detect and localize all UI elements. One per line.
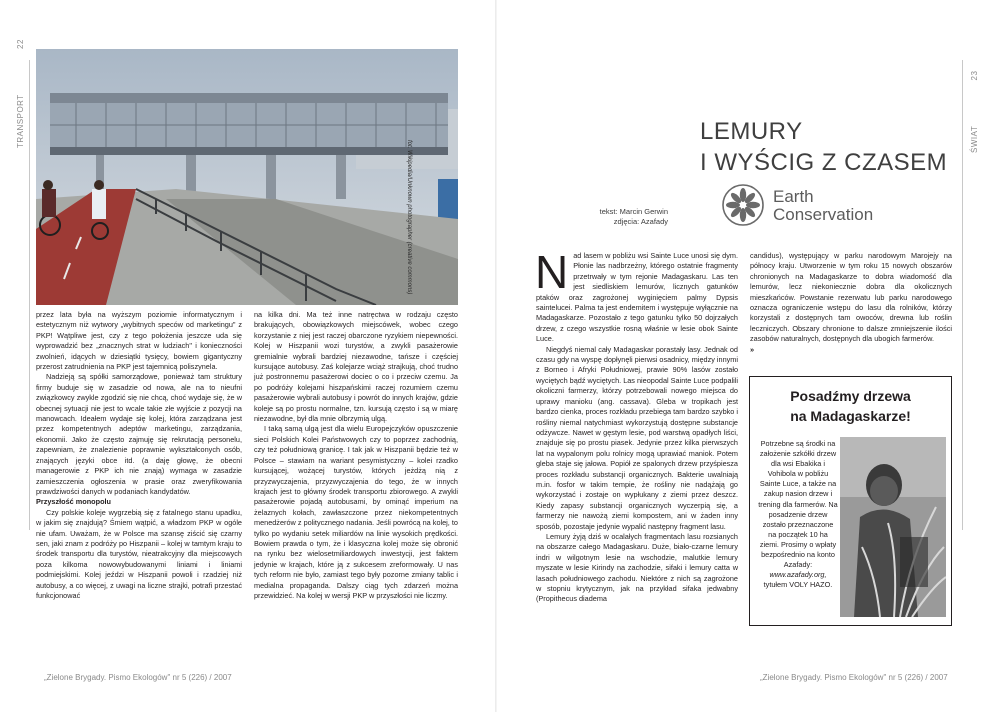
appeal-text: [758, 439, 838, 590]
lead-paragraph: ad lasem w pobliżu wsi Sainte Luce unosi się dym. Płonie las nadbrzeżny, którego ostatnie fragmenty przetrwały w tym rejonie Madagaskaru. Las ten jest siedliskiem lemurów, licznych gatunków ptaków oraz zagrożonej wyginięciem palmy Dypsis saintelucei. Palma ta jest endemitem i występuje wyłącznie na Madagaskarze. Pozostało z tego gatunku tylko 50 dojrzałych drzew, z czego wszystkie rosną właśnie w lesie obok Sainte Luce.: [536, 251, 738, 344]
paragraph: na kilka dni. Ma też inne natręctwa w rodzaju często brakujących, obowiązkowych miejscówek, wobec czego korzystanie z niej jest raczej obarczone ryzykiem niepewności. Kolej w Hiszpanii wozi turystów, a zwykli pasażerowie gremialnie wybrali bardziej niezawodne, tańsze i częściej kursujące autobusy. Zaś kolejarze wciąż strajkują, choć trudno już postronnemu pasażerowi dociec o co i przeciw czemu. Ja po podróży kolejami hiszpańskimi raczej rozumiem czemu pasażerowie wybrali autobusy i powrót do innych krajów, gdzie koleje są po prostu normalne, tzn. kursują często i są w miarę niezawodne, był dla mnie olbrzymią ulgą.: [254, 310, 458, 424]
earth-conservation-logo: [721, 183, 961, 233]
page-gutter: [495, 0, 497, 712]
drop-cap: N: [535, 246, 569, 298]
footer-left: „Zielone Brygady. Pismo Ekologów" nr 5 (226) / 2007: [44, 673, 232, 682]
logo-line-2: Conservation: [773, 205, 874, 224]
text-column-4: [750, 251, 952, 355]
photo-credit: fot. Wikipedia/Unknown photographer (creative commons): [406, 140, 412, 295]
station-photo: [36, 49, 458, 305]
paragraph-text: candidus), występujący w parku narodowym Marojejy na północy kraju. Utworzenie w tym roku 15 nowych obszarów chronionych na Madagaskarze to dobra wiadomość dla lemurów, lecz niekoniecznie dobra dla okolicznych mieszkańców. Powstanie rezerwatu lub parku narodowego oznacza ograniczenie wstępu do lasu dla rolników, którzy korzystali z dostępnych tam owoców, drewna lub roślin leczniczych. Obszary chronione to dalsze zmniejszenie ilości zasobów naturalnych, dostępnych dla ubogich farmerów.: [750, 251, 952, 344]
logo-wordmark: [773, 188, 873, 224]
footer-right: „Zielone Brygady. Pismo Ekologów" nr 5 (226) / 2007: [760, 673, 948, 682]
appeal-title: [750, 386, 951, 426]
appeal-body: Potrzebne są środki na założenie szkółki drzew dla wsi Ebakika i Vohibola w pobliżu Sainte Luce, a także na zakup nasion drzew i trening dla farmerów. Na posadzenie drzew zostało przeznaczone na początek 10 ha ziemi. Prosimy o wpłaty bezpośrednio na konto Azafady:: [758, 439, 838, 570]
paragraph: Nadzieją są spółki samorządowe, ponieważ tam struktury firmy buduje się w zasadzie od nowa, ale na to nieufni związkowcy zwykle zgodzić się nie chcą, choć wydaje się, że w obecnej sytuacji nie jest to wcale takie złe wyjście z pozycji na manowcach. Ideałem wydaje się kolej, która zarządzana jest przez kompetentnych adeptów marketingu, zarządzania, ekonomii. Jako że często zajmuję się rekrutacją personelu, zapewniam, że znalezienie poprawnie wykształconych osób, znających języki obce itd. (a daję głowę, że obecni managerowie z PKP ich nie znają) wymaga w zasadzie zamieszczenia ogłoszenia w prasie oraz zweryfikowania prawdziwości danych w podaniach kandydatów.: [36, 372, 242, 496]
title-line-2: I WYŚCIG Z CZASEM: [700, 149, 948, 176]
title-line-1: LEMURY: [700, 118, 803, 145]
paragraph: przez lata była na wyższym poziomie informatycznym i estetycznym niż wytwory „wybitnych speców od marketingu" z PKP! Wątpliwe jest, czy z tego położenia jeszcze uda się wyprowadzić bez „znacznych strat w ludziach" i konieczności zwolnień, idących w dziesiątki tysięcy, bowiem gigantyczny przerost zatrudnienia na PKP jest tajemnicą poliszynela.: [36, 310, 242, 372]
continue-mark: »: [750, 344, 755, 354]
paragraph: Niegdyś niemal cały Madagaskar porastały lasy. Jednak od czasu gdy na wyspę dopłynęli pierwsi osadnicy, między innymi z Borneo i Afryki Południowej, prawie 90% lasów zostało wyciętych bądź wyciętych. Las nieopodal Sainte Luce podpalili okoliczni farmerzy, którzy potrzebowali nowego miejsca do uprawy manioku (ang. cassava). Gleba w tropikach jest bardzo cienka, proces rozkładu przebiega tam bardzo szybko i rośliny niemal natychmiast wykorzystują dostępne substancje odżywcze. Nawet w gęstym lesie, pod warstwą opadłych liści, znajduje się po prostu piasek. Jedynie przez kilka pierwszych lat na wypalonym polu rolnicy mogą uprawiać maniok. Potem gleba staje się jałowa. Popiół ze spalonych drzew przyśpiesza proces rozkładu substancji organicznych. Bakterie uwalniają m.in. fosfor w takim tempie, że rośliny nie nadążają go wykorzystać i zostaje on wypłukany z ziemi przez deszcz. Kiedy zapasy substancji organicznych wyczerpią się, a farmerzy nie nawożą ziemi kompostem, ani w żaden inny sposób, pozostaje jedynie wypalić następny fragment lasu.: [536, 344, 739, 531]
section-label-right: [970, 71, 979, 153]
page-number: 22: [16, 39, 25, 49]
logo-line-1: Earth: [773, 187, 814, 206]
byline-author: tekst: Marcin Gerwin: [599, 207, 668, 216]
section-label-left: [16, 39, 25, 148]
appeal-box: [749, 376, 952, 626]
paragraph: Lemury żyją dziś w ocalałych fragmentach lasu rozsianych na obszarze całego Madagaskaru. Duże, biało-czarne lemury indri w wilgotnym lesie na wschodzie, malutkie lemury myszate w lesie Kirindy na zachodzie, sifaki i lemury catta w lasach południowego zachodu. Niektóre z nich są zagrożone w stopniu krytycznym, jak na przykład sifaka jedwabny (Propithecus diadema: [536, 531, 738, 604]
page-number: 23: [970, 70, 979, 81]
section-name: ŚWIAT: [970, 125, 979, 153]
paragraph: [750, 251, 952, 355]
byline: [552, 207, 668, 227]
flower-logo-icon: [721, 183, 765, 227]
paragraph: Czy polskie koleje wygrzebią się z fatalnego stanu upadku, w jakim się znajdują? Śmiem wątpić, a władzom PKP w ogóle nie ufam. Uważam, że w Polsce ma szansę ziścić się czarny sen, jaki znam z podróży po Hiszpanii – kolej w tamtym kraju to środek transportu dla turystów, nieatrakcyjny dla miejscowych poza kilkoma nowowybudowanymi liniami i liniami podmiejskimi. Kolej jeździ w Hiszpanii powoli i rzadziej niż autobusy, a co więcej, z uwagi na liczne strajki, potrafi przestać funkcjonować: [36, 507, 242, 600]
section-name: TRANSPORT: [16, 94, 25, 148]
side-rule-right: [962, 60, 963, 530]
text-column-3: [535, 246, 739, 605]
side-rule-left: [29, 60, 30, 530]
section-heading: Przyszłość monopolu: [36, 497, 112, 507]
child-photo: [840, 437, 946, 617]
appeal-title-line-2: na Madagaskarze!: [790, 408, 911, 424]
appeal-link[interactable]: www.azafady.org,: [769, 570, 827, 580]
text-column-1: [36, 310, 242, 601]
byline-photos: zdjęcia: Azafady: [613, 217, 668, 226]
appeal-title-line-1: Posadźmy drzewa: [790, 388, 911, 404]
paragraph: I taką samą ulgą jest dla wielu Europejczyków opuszczenie sieci Polskich Kolei Państwowych czy to poprzez zachodnią, czy też południową granicę. I tak jak w Hiszpanii będzie też w Polsce – stawiam na wariant pesymistyczny – kolei rzadko kursującej, wożącej turystów, których jeżdżą nią z przyzwyczajenia, przyzwyczajenia do tego, że w innych krajach jest to główny środek transportu zbiorowego. A zwykli pasażerowie pojadą autobusami, by ominąć imperium na żelaznych kołach, zawłaszczone przez niekompetentnych menedżerów z politycznego nadania. Jeśli powrócą na kolej, to tylko po wydaniu setek miliardów na linie wysokich prędkości. Bowiem prawda o tym, że i klasyczna kolej może się obronić na rynku bez wielosetmiliardowych inwestycji, jest faktem jedynie w krajach, które ją z sukcesem zreformowały. U nas tych reform nie było, zamiast tego były pozorne zmiany tablic i medialna propaganda. Dalszy ciąg tych zdarzeń można przewidzieć. Na kolej w wersji PKP w przyszłości nie liczmy.: [254, 424, 458, 600]
text-column-2: [254, 310, 458, 601]
article-title: [700, 116, 950, 178]
appeal-tail: tytułem VOLY HAZO.: [763, 580, 833, 590]
